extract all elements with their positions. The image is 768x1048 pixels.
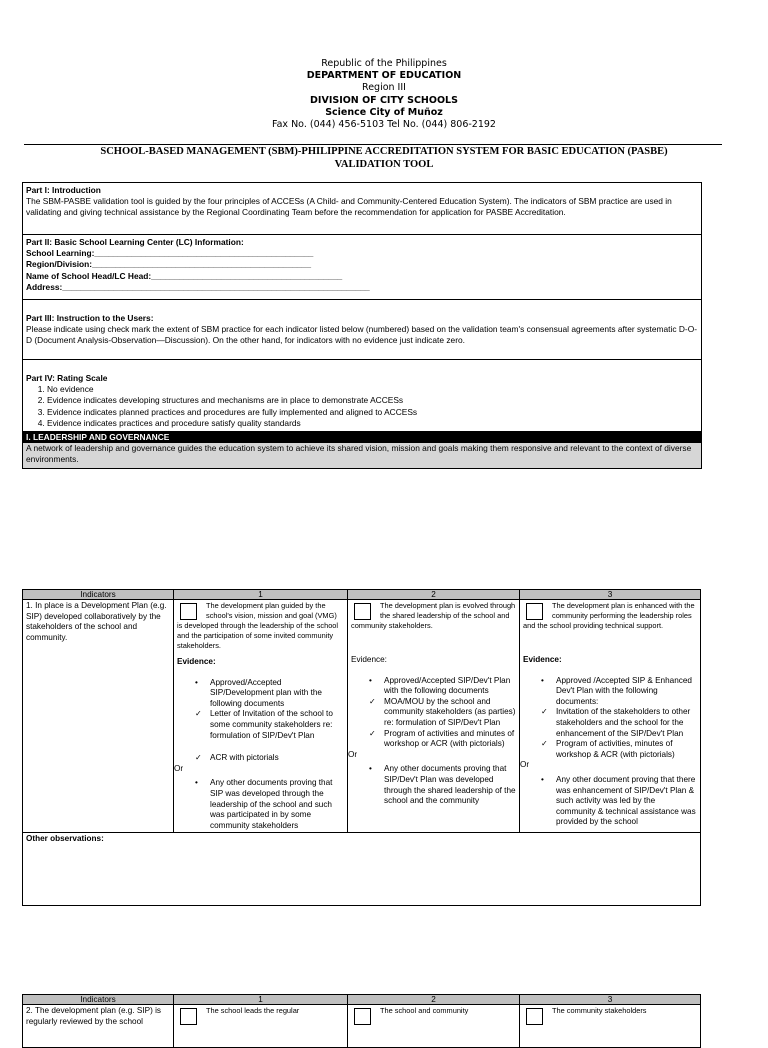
level-3-cell xyxy=(520,600,701,833)
letterhead xyxy=(0,58,768,131)
evidence-list xyxy=(523,775,697,828)
level-3-checkbox[interactable] xyxy=(526,603,543,620)
indicator-cell: 2. The development plan (e.g. SIP) is regularly reviewed by the school xyxy=(23,1005,174,1048)
part3-heading: Part III: Instruction to the Users: xyxy=(26,313,154,323)
rating-scale-list xyxy=(26,384,699,429)
title-line-1: SCHOOL-BASED MANAGEMENT (SBM)-PHILIPPINE ACCREDITATION SYSTEM FOR BASIC EDUCATION (PASBE) xyxy=(100,146,668,157)
part1-section xyxy=(23,183,701,235)
list-item: • Approved /Accepted SIP & Enhanced Dev't Plan with the following documents: xyxy=(541,675,692,706)
level-1-header: 1 xyxy=(174,995,348,1005)
indicator-cell: 1. In place is a Development Plan (e.g. SIP) developed collaboratively by the stakeholders of the school and community. xyxy=(23,600,174,833)
level-1-cell xyxy=(174,600,348,833)
level-1-block xyxy=(177,601,344,651)
parts-box xyxy=(22,182,702,469)
leadership-heading: I. LEADERSHIP AND GOVERNANCE xyxy=(23,432,701,443)
list-item: • Any other documents proving that SIP/Dev't Plan was developed through the shared leadership of the school and the community xyxy=(369,764,516,806)
school-head-field: Name of School Head/LC Head:_________________________________________ xyxy=(26,270,343,281)
bullet-icon: • xyxy=(541,675,544,685)
or-label: Or xyxy=(174,763,184,773)
level-1-cell xyxy=(174,1005,348,1048)
department-line: DEPARTMENT OF EDUCATION xyxy=(306,70,462,82)
table-row xyxy=(23,1005,701,1048)
rating-item: 2. Evidence indicates developing structures and mechanisms are in place to demonstrate ACCESs xyxy=(47,395,699,406)
region-field: Region/Division:_______________________________________________ xyxy=(26,259,311,270)
or-label: Or xyxy=(520,760,530,770)
level-3-header: 3 xyxy=(520,995,701,1005)
document-title xyxy=(0,146,768,171)
observations-label: Other observations: xyxy=(26,834,104,844)
part2-section xyxy=(23,235,701,300)
city-line: Science City of Muñoz xyxy=(325,106,443,118)
leadership-description: A network of leadership and governance guides the education system to achieve its shared vision, mission and goals making them responsive and relevant to the context of diverse environments. xyxy=(23,443,701,468)
list-item: ✓ Letter of Invitation of the school to some community stakeholders re: formulation of SIP/Dev't Plan xyxy=(195,709,333,740)
level-3-header: 3 xyxy=(520,590,701,600)
title-line-2: VALIDATION TOOL xyxy=(334,158,434,170)
check-icon: ✓ xyxy=(541,707,548,717)
part4-section xyxy=(23,360,701,432)
republic-line: Republic of the Philippines xyxy=(321,58,447,69)
observations-cell[interactable] xyxy=(23,833,701,906)
evidence-list xyxy=(523,676,697,761)
contact-line: Fax No. (044) 456-5103 Tel No. (044) 806-2192 xyxy=(272,119,496,131)
table-header-row xyxy=(23,995,701,1005)
bullet-icon: • xyxy=(541,774,544,784)
header-rule xyxy=(24,144,722,145)
list-item: • Approved/Accepted SIP/Dev't Plan with the following documents xyxy=(369,675,511,696)
check-icon: ✓ xyxy=(195,753,202,763)
check-icon: ✓ xyxy=(541,739,548,749)
level-1-checkbox[interactable] xyxy=(180,603,197,620)
bullet-icon: • xyxy=(369,675,372,685)
level-2-description: The development plan is evolved through the shared leadership of the school and community stakeholders. xyxy=(351,601,516,630)
evidence-list xyxy=(351,676,516,750)
region-line: Region III xyxy=(362,82,406,94)
level-2-header: 2 xyxy=(348,995,520,1005)
part2-heading: Part II: Basic School Learning Center (LC) Information: xyxy=(26,237,244,247)
list-item: ✓ Program of activities, minutes of workshop & ACR (with pictorials) xyxy=(541,739,675,759)
indicators-header: Indicators xyxy=(23,590,174,600)
part3-section xyxy=(23,300,701,360)
check-icon: ✓ xyxy=(369,696,376,706)
list-item: ✓ Program of activities and minutes of workshop or ACR (with pictorials) xyxy=(369,728,515,749)
level-2-description: The school and community xyxy=(380,1006,469,1015)
part1-heading: Part I: Introduction xyxy=(26,185,101,195)
level-1-header: 1 xyxy=(174,590,348,600)
level-2-cell xyxy=(348,1005,520,1048)
level-1-description: The school leads the regular xyxy=(206,1006,300,1015)
bullet-icon: • xyxy=(369,764,372,774)
division-line: DIVISION OF CITY SCHOOLS xyxy=(310,94,458,106)
evidence-list xyxy=(177,778,344,831)
indicator-table-2 xyxy=(22,994,701,1048)
level-3-cell xyxy=(520,1005,701,1048)
address-field: Address:__________________________________________________________________ xyxy=(26,281,370,292)
indicator-table-1 xyxy=(22,589,701,906)
table-header-row xyxy=(23,590,701,600)
evidence-label: Evidence: xyxy=(523,655,562,664)
rating-item: 4. Evidence indicates practices and procedure satisfy quality standards xyxy=(47,418,699,429)
part3-text: Please indicate using check mark the extent of SBM practice for each indicator listed below (numbered) based on the validation team's consensual agreements after systematic D-O-D (Document Analysis-Observation—Discussion). On the other hand, for indicators with no evidence just indicate zero. xyxy=(26,324,698,346)
list-item: ✓ MOA/MOU by the school and community stakeholders (as parties) re: formulation of SIP/Dev't Plan xyxy=(369,696,516,727)
check-icon: ✓ xyxy=(369,728,376,738)
part4-heading: Part IV: Rating Scale xyxy=(26,373,108,383)
evidence-list xyxy=(177,678,344,764)
level-2-header: 2 xyxy=(348,590,520,600)
part1-text: The SBM-PASBE validation tool is guided by the four principles of ACCESs (A Child- and Community-Centered Education System). The indicators of SBM practice are used in validating and giving technical assistance by the Regional Coordinating Team before the recommendation for application for PASBE Accreditation. xyxy=(26,196,672,218)
level-2-cell xyxy=(348,600,520,833)
rating-item: 1. No evidence xyxy=(47,384,699,395)
school-field: School Learning:_______________________________________________ xyxy=(26,248,314,259)
list-item: ✓ Invitation of the stakeholders to other stakeholders and the school for the enhancement of the SIP/Dev't Plan xyxy=(541,707,691,738)
list-item: ✓ ACR with pictorials xyxy=(195,753,279,763)
level-1-checkbox[interactable] xyxy=(180,1008,197,1025)
level-3-checkbox[interactable] xyxy=(526,1008,543,1025)
list-item: • Any other documents proving that SIP was developed through the leadership of the school and such was participated in by some community stakeholders xyxy=(195,778,333,830)
table-row xyxy=(23,600,701,833)
evidence-label: Evidence: xyxy=(351,655,387,664)
rating-item: 3. Evidence indicates planned practices and procedures are fully implemented and aligned to ACCESs xyxy=(47,407,699,418)
check-icon: ✓ xyxy=(195,709,202,719)
level-2-checkbox[interactable] xyxy=(354,1008,371,1025)
evidence-label: Evidence: xyxy=(177,657,216,666)
observations-row xyxy=(23,833,701,906)
list-item: • Any other document proving that there was enhancement of SIP/Dev't Plan & such activity was led by the community & technical assistance was provided by the school xyxy=(541,774,696,827)
indicators-header: Indicators xyxy=(23,995,174,1005)
level-3-description: The development plan is enhanced with the community performing the leadership roles and the school providing technical support. xyxy=(523,601,695,630)
level-2-block xyxy=(351,601,516,631)
level-3-description: The community stakeholders xyxy=(552,1006,647,1015)
list-item: • Approved/Accepted SIP/Development plan with the following documents xyxy=(195,677,322,708)
or-label: Or xyxy=(348,749,358,759)
level-3-block xyxy=(523,601,697,631)
evidence-list xyxy=(351,764,516,806)
level-2-checkbox[interactable] xyxy=(354,603,371,620)
level-1-description: The development plan guided by the school's vision, mission and goal (VMG) is developed through the leadership of the school and the participation of some invited community stakeholders. xyxy=(177,601,339,650)
bullet-icon: • xyxy=(195,677,198,687)
bullet-icon: • xyxy=(195,778,198,788)
leadership-section xyxy=(23,432,701,468)
